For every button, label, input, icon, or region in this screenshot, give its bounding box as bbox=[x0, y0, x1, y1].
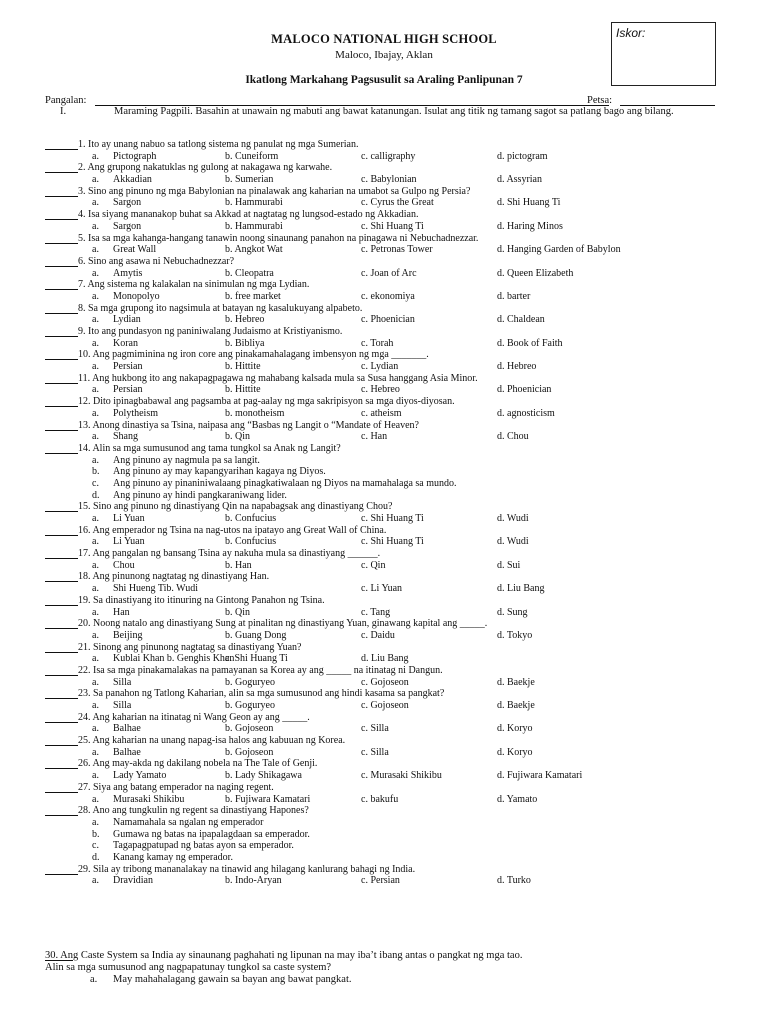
question-row bbox=[0, 501, 768, 513]
option-a: Sargon bbox=[113, 220, 142, 232]
option-d: d. barter bbox=[497, 290, 531, 302]
option-c: c. Li Yuan bbox=[361, 583, 403, 595]
option-d: d. Wudi bbox=[497, 536, 529, 548]
question-row bbox=[0, 595, 768, 607]
question-row bbox=[0, 396, 768, 408]
option-row bbox=[0, 829, 768, 841]
option-a: Silla bbox=[113, 676, 132, 688]
option-c: c. Babylonian bbox=[361, 174, 417, 186]
document-header bbox=[0, 32, 768, 61]
options-row bbox=[0, 513, 768, 525]
option-b: b. Indo-Aryan bbox=[225, 875, 282, 887]
option-b: b. Sumerian bbox=[225, 174, 274, 186]
option-letter: b. bbox=[92, 466, 100, 478]
question-row bbox=[0, 443, 768, 455]
options-row bbox=[0, 700, 768, 712]
option-letter: a. bbox=[92, 700, 99, 711]
question-number: 16. bbox=[78, 524, 91, 536]
option-letter: c. bbox=[92, 477, 99, 489]
option-a: Sargon bbox=[113, 197, 142, 209]
option-b: b. Bibliya bbox=[225, 337, 265, 349]
question-row bbox=[0, 162, 768, 174]
question-row bbox=[0, 233, 768, 245]
option-a: Balhae bbox=[113, 723, 141, 735]
option-d: d. Phoenician bbox=[497, 384, 552, 396]
question-number: 1. bbox=[78, 139, 86, 150]
option-text: Tagapagpatupad ng batas ayon sa emperador. bbox=[113, 840, 294, 852]
option-letter: a. bbox=[92, 407, 99, 419]
option-d: d. Sui bbox=[497, 559, 521, 571]
question-row bbox=[0, 209, 768, 221]
option-a: Koran bbox=[113, 337, 138, 349]
question-text: Sinong ang pinunong nagtatag sa dinastiyang Yuan? bbox=[93, 641, 302, 653]
options-row bbox=[0, 630, 768, 642]
question-text: Noong natalo ang dinastiyang Sung at pinalitan ng dinastiyang Yuan, ginawang kapital ang _____. bbox=[93, 618, 488, 630]
option-b: b. Hittite bbox=[225, 384, 261, 396]
option-text: Namamahala sa ngalan ng emperador bbox=[113, 816, 264, 828]
option-a: Li Yuan bbox=[113, 513, 145, 524]
question-number: 28. bbox=[78, 805, 91, 817]
question-row bbox=[0, 420, 768, 432]
question-number: 11. bbox=[78, 372, 91, 384]
option-a: Shang bbox=[113, 431, 138, 443]
option-letter: a. bbox=[92, 290, 99, 302]
question-text: Isa sa mga kahanga-hangang tanawin noong sinaunang panahon na pinagawa ni Nebuchadnezzar. bbox=[88, 232, 479, 244]
option-row bbox=[0, 852, 768, 864]
option-c: c. Hebreo bbox=[361, 384, 400, 396]
question-row bbox=[0, 642, 768, 654]
question-row bbox=[0, 571, 768, 583]
option-c: c. Silla bbox=[361, 723, 389, 735]
option-letter: a. bbox=[92, 559, 99, 571]
options-row bbox=[0, 291, 768, 303]
options-row bbox=[0, 560, 768, 572]
option-d: d. Assyrian bbox=[497, 174, 542, 186]
option-b: b. Angkot Wat bbox=[225, 244, 283, 256]
question-row bbox=[0, 303, 768, 315]
question-text: Ang pagmiminina ng iron core ang pinakamahalagang imbensyon ng mga _______. bbox=[92, 349, 429, 361]
option-a: Monopolyo bbox=[113, 290, 160, 302]
question-number: 29. bbox=[78, 863, 91, 875]
question-number: 19. bbox=[78, 594, 91, 606]
options-row bbox=[0, 536, 768, 548]
option-text: Gumawa ng batas na ipapalagdaan sa emperador. bbox=[113, 828, 310, 840]
option-letter: a. bbox=[92, 361, 99, 373]
option-letter: a. bbox=[92, 384, 99, 396]
option-c: c. Petronas Tower bbox=[361, 244, 433, 256]
question-text: Ang kaharian na unang napag-isa halos ang kabuuan ng Korea. bbox=[92, 735, 346, 747]
question-row bbox=[0, 735, 768, 747]
option-d: d. Haring Minos bbox=[497, 220, 563, 232]
option-b: b. Goguryeo bbox=[225, 700, 275, 711]
question-number: 13. bbox=[78, 419, 91, 431]
option-a: Pictograph bbox=[113, 150, 157, 162]
option-row bbox=[0, 478, 768, 490]
option-letter: a. bbox=[92, 454, 99, 466]
option-letter: a. bbox=[92, 431, 99, 443]
option-a: Akkadian bbox=[113, 174, 152, 186]
section-number: I. bbox=[60, 106, 67, 117]
option-d: d. Koryo bbox=[497, 723, 533, 735]
options-row bbox=[0, 653, 768, 665]
option-a: Persian bbox=[113, 361, 143, 373]
question-row bbox=[0, 688, 768, 700]
option-row bbox=[0, 455, 768, 467]
option-d: d. Baekje bbox=[497, 676, 535, 688]
options-row bbox=[0, 338, 768, 350]
option-c: d. Liu Bang bbox=[361, 653, 409, 665]
option-a: Han bbox=[113, 606, 130, 618]
option-c: c. Silla bbox=[361, 746, 389, 758]
option-letter: a. bbox=[92, 583, 99, 595]
option-b: b. Lady Shikagawa bbox=[225, 770, 302, 782]
option-letter: a. bbox=[90, 974, 98, 985]
question-number: 12. bbox=[78, 396, 91, 408]
option-c: c. Gojoseon bbox=[361, 676, 409, 688]
option-letter: a. bbox=[92, 337, 99, 349]
score-label: Iskor: bbox=[616, 26, 646, 40]
options-row bbox=[0, 408, 768, 420]
option-b: b. Confucius bbox=[225, 513, 277, 524]
question-number: 4. bbox=[78, 209, 86, 221]
question-number: 8. bbox=[78, 302, 86, 314]
option-letter: a. bbox=[92, 676, 99, 688]
option-row bbox=[0, 840, 768, 852]
option-row bbox=[0, 466, 768, 478]
question-row bbox=[0, 665, 768, 677]
question-text: Ito ay unang nabuo sa tatlong sistema ng panulat ng mga Sumerian. bbox=[88, 139, 359, 150]
option-text: Ang pinuno ay may kapangyarihan kagaya ng Diyos. bbox=[113, 466, 326, 478]
question-number: 21. bbox=[78, 641, 91, 653]
question-row bbox=[0, 618, 768, 630]
options-row bbox=[0, 723, 768, 735]
question-row bbox=[0, 782, 768, 794]
question-text: Ang kaharian na itinatag ni Wang Geon ay ang _____. bbox=[92, 711, 310, 723]
option-row bbox=[0, 817, 768, 829]
option-letter: a. bbox=[92, 606, 99, 618]
question-row bbox=[0, 349, 768, 361]
option-c: c. Gojoseon bbox=[361, 700, 409, 711]
option-letter: d. bbox=[92, 489, 100, 501]
option-text: Kanang kamay ng emperador. bbox=[113, 851, 233, 863]
option-b: b. Hammurabi bbox=[225, 197, 283, 209]
option-b: b. Cleopatra bbox=[225, 267, 274, 279]
question-text: 30. Ang Caste System sa India ay sinaunang paghahati ng lipunan na may iba’t ibang antas o pangkat ng mga tao. bbox=[45, 950, 523, 961]
options-row bbox=[0, 151, 768, 163]
option-d: d. agnosticism bbox=[497, 407, 555, 419]
options-row bbox=[0, 583, 768, 595]
question-number: 14. bbox=[78, 442, 91, 454]
option-c: c. Persian bbox=[361, 875, 400, 887]
question-number: 2. bbox=[78, 162, 86, 174]
question-number: 20. bbox=[78, 618, 91, 630]
option-letter: a. bbox=[92, 150, 99, 162]
option-d: d. Chou bbox=[497, 431, 529, 443]
options-row bbox=[0, 268, 768, 280]
question-number: 3. bbox=[78, 185, 86, 197]
question-text: Alin sa mga sumusunod ang tama tungkol sa Anak ng Langit? bbox=[92, 442, 341, 454]
option-c: c. Qin bbox=[361, 559, 386, 571]
question-text: Ang hukbong ito ang nakapagpagawa ng mahabang kalsada mula sa Susa hanggang Asia Minor. bbox=[92, 372, 478, 384]
options-row bbox=[0, 770, 768, 782]
option-c: c. calligraphy bbox=[361, 150, 416, 162]
option-letter: a. bbox=[92, 629, 99, 641]
option-a: Murasaki Shikibu bbox=[113, 793, 185, 805]
option-b: b. Gojoseon bbox=[225, 746, 274, 758]
option-letter: a. bbox=[92, 536, 99, 548]
option-letter: d. bbox=[92, 851, 100, 863]
option-d: d. Koryo bbox=[497, 746, 533, 758]
question-number: 27. bbox=[78, 781, 91, 793]
option-c: c. Shi Huang Ti bbox=[361, 220, 424, 232]
question-text: Ito ang pundasyon ng paniniwalang Judaismo at Kristiyanismo. bbox=[88, 326, 343, 337]
option-letter: a. bbox=[92, 793, 99, 805]
option-a: Dravidian bbox=[113, 875, 153, 887]
question-number: 25. bbox=[78, 735, 91, 747]
option-b: b. Hammurabi bbox=[225, 220, 283, 232]
question-text: Ang grupong nakatuklas ng gulong at nakagawa ng karwahe. bbox=[87, 162, 333, 174]
option-text: Ang pinuno ay nagmula pa sa langit. bbox=[113, 454, 260, 466]
question-text: Ang pinunong nagtatag ng dinastiyang Han. bbox=[92, 571, 270, 583]
question-text: Sino ang pinuno ng mga Babylonian na pinalawak ang kaharian na umabot sa Gulpo ng Persia? bbox=[88, 185, 471, 197]
option-c: c. Murasaki Shikibu bbox=[361, 770, 442, 782]
option-c: c. Cyrus the Great bbox=[361, 197, 434, 209]
question-row bbox=[0, 525, 768, 537]
options-row bbox=[0, 677, 768, 689]
option-a: Polytheism bbox=[113, 407, 159, 419]
option-b: b. Guang Dong bbox=[225, 629, 287, 641]
option-letter: a. bbox=[92, 770, 99, 782]
question-row bbox=[0, 864, 768, 876]
school-address: Maloco, Ibajay, Aklan bbox=[335, 49, 433, 61]
question-text: Isa sa mga pinakamalakas na pamayanan sa Korea ay ang _____ na itinatag ni Dangun. bbox=[93, 664, 443, 676]
options-row bbox=[0, 197, 768, 209]
option-text: Ang pinuno ay pinaniniwalaang pinagkatiwalaan ng Diyos na mamahalaga sa mundo. bbox=[113, 477, 457, 489]
option-b: b. Gojoseon bbox=[225, 723, 274, 735]
option-d: d. Hebreo bbox=[497, 361, 537, 373]
school-name: MALOCO NATIONAL HIGH SCHOOL bbox=[271, 32, 497, 46]
question-text: Siya ang batang emperador na naging regent. bbox=[93, 781, 274, 793]
option-d: d. Shi Huang Ti bbox=[497, 197, 561, 209]
question-row bbox=[0, 279, 768, 291]
option-c: c. Shi Huang Ti bbox=[361, 513, 424, 524]
options-row bbox=[0, 384, 768, 396]
option-d: d. Book of Faith bbox=[497, 337, 563, 349]
option-c: c. ekonomiya bbox=[361, 290, 415, 302]
option-letter: a. bbox=[92, 314, 99, 326]
question-text: Sino ang pinuno ng dinastiyang Qin na napabagsak ang dinastiyang Chou? bbox=[93, 501, 393, 513]
question-number: 6. bbox=[78, 255, 86, 267]
option-b: b. Han bbox=[225, 559, 252, 571]
question-text: Sa panahon ng Tatlong Kaharian, alin sa mga sumusunod ang hindi kasama sa pangkat? bbox=[93, 688, 445, 700]
option-c: c. Lydian bbox=[361, 361, 399, 373]
option-a: Shi Hueng Tib. Wudi bbox=[113, 583, 198, 595]
option-d: d. Baekje bbox=[497, 700, 535, 711]
option-c: c. Phoenician bbox=[361, 314, 415, 326]
option-b: b. monotheism bbox=[225, 407, 285, 419]
option-d: d. Sung bbox=[497, 606, 528, 618]
option-letter: a. bbox=[92, 244, 99, 256]
question-row bbox=[0, 758, 768, 770]
question-text: Ang emperador ng Tsina na nag-utos na ipatayo ang Great Wall of China. bbox=[92, 524, 387, 536]
question-text: Dito ipinagbabawal ang pagsamba at pag-aalay ng mga sakripisyon sa mga diyos-diyosan. bbox=[93, 396, 455, 408]
question-text: Sino ang asawa ni Nebuchadnezzar? bbox=[88, 255, 235, 267]
question-row bbox=[0, 139, 768, 151]
option-a: Kublai Khan b. Genghis Khan bbox=[113, 653, 235, 665]
question-text: Sa mga grupong ito nagsimula at batayan ng kasalukuyang alpabeto. bbox=[88, 302, 363, 314]
option-d: d. Tokyo bbox=[497, 629, 533, 641]
option-b: b. Fujiwara Kamatari bbox=[225, 793, 311, 805]
option-d: d. Liu Bang bbox=[497, 583, 545, 595]
question-row bbox=[0, 256, 768, 268]
option-letter: a. bbox=[92, 875, 99, 887]
question-row bbox=[0, 712, 768, 724]
question-text: Ang sistema ng kalakalan na sinimulan ng mga Lydian. bbox=[87, 279, 310, 291]
option-b: b. Qin bbox=[225, 606, 250, 618]
option-letter: a. bbox=[92, 513, 99, 524]
option-row bbox=[0, 490, 768, 502]
question-number: 18. bbox=[78, 571, 91, 583]
option-d: d. Fujiwara Kamatari bbox=[497, 770, 583, 782]
option-c: c. atheism bbox=[361, 407, 402, 419]
options-row bbox=[0, 314, 768, 326]
option-letter: a. bbox=[92, 723, 99, 735]
question-text: Ang may-akda ng dakilang nobela na The Tale of Genji. bbox=[92, 758, 318, 770]
option-a: Lady Yamato bbox=[113, 770, 167, 782]
question-text: Anong dinastiya sa Tsina, naipasa ang “Basbas ng Langit o “Mandate of Heaven? bbox=[92, 419, 419, 431]
options-row bbox=[0, 607, 768, 619]
option-b: c. Shi Huang Ti bbox=[225, 653, 288, 665]
question-number: 9. bbox=[78, 326, 86, 337]
option-a: Chou bbox=[113, 559, 135, 571]
question-text-cont: Alin sa mga sumusunod ang nagpapatunay tungkol sa caste system? bbox=[45, 962, 332, 973]
question-row bbox=[0, 805, 768, 817]
option-c: c. bakufu bbox=[361, 793, 399, 805]
name-label: Pangalan: bbox=[45, 95, 87, 106]
option-a: Amytis bbox=[113, 267, 143, 279]
question-row bbox=[0, 548, 768, 560]
options-row bbox=[0, 361, 768, 373]
option-d: d. Chaldean bbox=[497, 314, 545, 326]
question-number: 15. bbox=[78, 501, 91, 513]
options-row bbox=[0, 244, 768, 256]
option-d: d. Queen Elizabeth bbox=[497, 267, 574, 279]
option-a: Beijing bbox=[113, 629, 143, 641]
question-row bbox=[0, 373, 768, 385]
option-letter: c. bbox=[92, 840, 99, 852]
question-number: 10. bbox=[78, 349, 91, 361]
option-letter: b. bbox=[92, 828, 100, 840]
option-c: c. Shi Huang Ti bbox=[361, 536, 424, 548]
date-label: Petsa: bbox=[587, 95, 613, 106]
option-c: c. Tang bbox=[361, 606, 391, 618]
question-text: Ang pangalan ng bansang Tsina ay nakuha mula sa dinastiyang ______. bbox=[92, 548, 381, 560]
option-c: c. Torah bbox=[361, 337, 394, 349]
question-number: 7. bbox=[78, 279, 86, 291]
option-a: Lydian bbox=[113, 314, 141, 326]
question-text: Ano ang tungkulin ng regent sa dinastiyang Hapones? bbox=[92, 805, 309, 817]
option-d: d. pictogram bbox=[497, 150, 548, 162]
option-a: Balhae bbox=[113, 746, 141, 758]
options-row bbox=[0, 431, 768, 443]
options-row bbox=[0, 875, 768, 887]
question-number: 17. bbox=[78, 548, 91, 560]
options-row bbox=[0, 221, 768, 233]
option-text: May mahahalagang gawain sa bayan ang bawat pangkat. bbox=[113, 974, 352, 985]
option-a: Persian bbox=[113, 384, 143, 396]
options-row bbox=[0, 174, 768, 186]
question-text: Sila ay tribong mananalakay na tinawid ang hilagang kanlurang bahagi ng India. bbox=[93, 863, 416, 875]
question-30 bbox=[45, 950, 725, 986]
option-a: Li Yuan bbox=[113, 536, 145, 548]
option-b: b. Hittite bbox=[225, 361, 261, 373]
option-letter: a. bbox=[92, 220, 99, 232]
option-letter: a. bbox=[92, 653, 99, 665]
question-number: 23. bbox=[78, 688, 91, 700]
option-letter: a. bbox=[92, 267, 99, 279]
option-letter: a. bbox=[92, 174, 99, 186]
question-number: 22. bbox=[78, 664, 91, 676]
instructions-text: Maraming Pagpili. Basahin at unawain ng mabuti ang bawat katanungan. Isulat ang titik ng tamang sagot sa patlang bago ang bilang. bbox=[114, 106, 674, 117]
option-b: b. Hebreo bbox=[225, 314, 265, 326]
option-b: b. Qin bbox=[225, 431, 250, 443]
options-row bbox=[0, 747, 768, 759]
option-letter: a. bbox=[92, 746, 99, 758]
option-letter: a. bbox=[92, 197, 99, 209]
option-text: Ang pinuno ay hindi pangkaraniwang lider. bbox=[113, 489, 287, 501]
options-row bbox=[0, 794, 768, 806]
option-b: b. free market bbox=[225, 290, 281, 302]
question-row bbox=[0, 326, 768, 338]
option-a: Great Wall bbox=[113, 244, 157, 256]
option-c: c. Han bbox=[361, 431, 388, 443]
option-c: c. Daidu bbox=[361, 629, 395, 641]
option-d: d. Turko bbox=[497, 875, 531, 887]
option-d: d. Hanging Garden of Babylon bbox=[497, 244, 621, 256]
option-d: d. Yamato bbox=[497, 793, 538, 805]
question-text: Isa siyang mananakop buhat sa Akkad at nagtatag ng lungsod-estado ng Akkadian. bbox=[88, 209, 419, 221]
option-d: d. Wudi bbox=[497, 513, 529, 524]
option-c: c. Joan of Arc bbox=[361, 267, 417, 279]
question-text: Sa dinastiyang ito itinuring na Gintong Panahon ng Tsina. bbox=[93, 594, 325, 606]
option-b: b. Goguryeo bbox=[225, 676, 275, 688]
option-b: b. Cuneiform bbox=[225, 150, 279, 162]
question-number: 24. bbox=[78, 711, 91, 723]
option-b: b. Confucius bbox=[225, 536, 277, 548]
question-list bbox=[0, 139, 768, 887]
question-number: 5. bbox=[78, 232, 86, 244]
option-letter: a. bbox=[92, 816, 99, 828]
question-number: 26. bbox=[78, 758, 91, 770]
question-row bbox=[0, 186, 768, 198]
option-a: Silla bbox=[113, 700, 132, 711]
exam-title: Ikatlong Markahang Pagsusulit sa Araling Panlipunan 7 bbox=[245, 74, 523, 86]
